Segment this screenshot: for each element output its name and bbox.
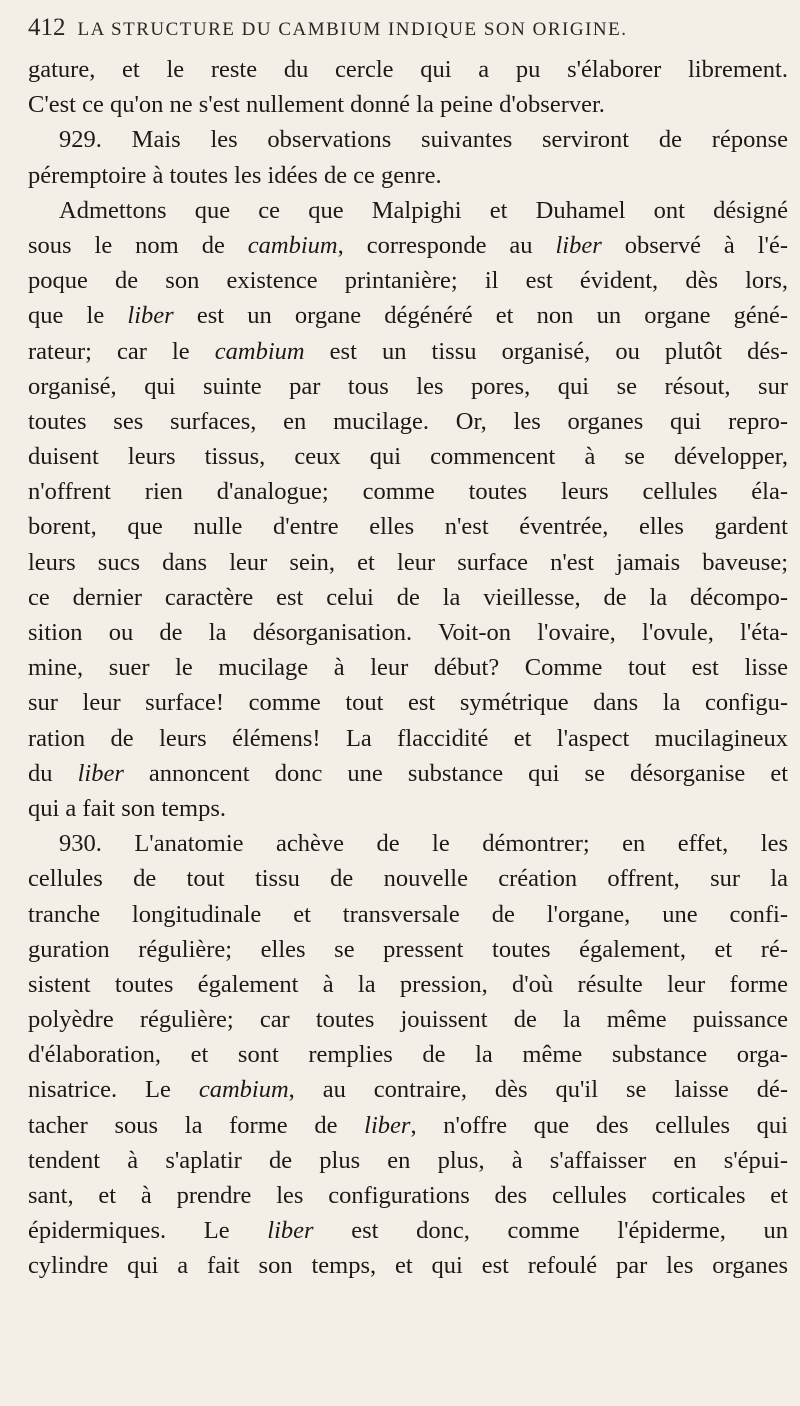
text-line: 930. L'anatomie achève de le démontrer; en effet, les <box>59 830 788 858</box>
text-line: ce dernier caractère est celui de la vieillesse, de la décompo- <box>28 583 788 611</box>
text-line: d'élaboration, et sont remplies de la même substance orga- <box>28 1041 788 1069</box>
text-line: guration régulière; elles se pressent toutes également, et ré- <box>28 935 788 963</box>
text-line: poque de son existence printanière; il est évident, dès lors, <box>28 267 788 295</box>
body-text <box>28 52 788 1284</box>
text-line: sition ou de la désorganisation. Voit-on l'ovaire, l'ovule, l'éta- <box>28 619 788 646</box>
text-line: leurs sucs dans leur sein, et leur surface n'est jamais baveuse; <box>28 548 788 576</box>
text-line: organisé, qui suinte par tous les pores, qui se résout, sur <box>28 372 788 400</box>
text-line: rateur; car le cambium est un tissu organisé, ou plutôt dés- <box>28 337 788 365</box>
text-line: polyèdre régulière; car toutes jouissent de la même puissance <box>28 1006 788 1034</box>
running-head <box>28 14 788 46</box>
text-line: duisent leurs tissus, ceux qui commencent à se développer, <box>28 443 788 471</box>
text-line: n'offrent rien d'analogue; comme toutes leurs cellules éla- <box>28 478 788 506</box>
text-line: épidermiques. Le liber est donc, comme l'épiderme, un <box>28 1217 788 1245</box>
text-line: cellules de tout tissu de nouvelle création offrent, sur la <box>28 865 788 893</box>
text-line: tranche longitudinale et transversale de l'organe, une confi- <box>28 900 788 928</box>
text-line: que le liber est un organe dégénéré et non un organe géné- <box>28 302 789 330</box>
text-line: ration de leurs élémens! La flaccidité et l'aspect mucilagineux <box>28 724 788 752</box>
text-line: du liber annoncent donc une substance qui se désorganise et <box>28 759 788 787</box>
text-line: gature, et le reste du cercle qui a pu s'élaborer librement. <box>28 56 788 83</box>
text-line: qui a fait son temps. <box>28 794 227 822</box>
text-line: tacher sous la forme de liber, n'offre que des cellules qui <box>28 1111 788 1139</box>
text-line: nisatrice. Le cambium, au contraire, dès qu'il se laisse dé- <box>28 1076 788 1104</box>
text-line: mine, suer le mucilage à leur début? Comme tout est lisse <box>28 654 788 682</box>
running-title: LA STRUCTURE DU CAMBIUM INDIQUE SON ORIGINE. <box>77 19 628 40</box>
text-line: C'est ce qu'on ne s'est nullement donné la peine d'observer. <box>28 91 605 119</box>
text-line: 929. Mais les observations suivantes serviront de réponse <box>59 126 788 154</box>
text-line: Admettons que ce que Malpighi et Duhamel ont désigné <box>59 196 788 224</box>
page-number: 412 <box>28 14 66 41</box>
text-line: sistent toutes également à la pression, d'où résulte leur forme <box>28 970 788 998</box>
text-line: tendent à s'aplatir de plus en plus, à s'affaisser en s'épui- <box>28 1146 788 1174</box>
text-line: borent, que nulle d'entre elles n'est éventrée, elles gardent <box>28 513 788 541</box>
text-line: toutes ses surfaces, en mucilage. Or, les organes qui repro- <box>28 407 788 435</box>
text-line: sur leur surface! comme tout est symétrique dans la configu- <box>28 689 788 717</box>
text-line: péremptoire à toutes les idées de ce genre. <box>28 161 442 189</box>
text-line: sous le nom de cambium, corresponde au liber observé à l'é- <box>28 231 788 259</box>
text-line: sant, et à prendre les configurations des cellules corticales et <box>28 1182 788 1209</box>
text-line: cylindre qui a fait son temps, et qui est refoulé par les organes <box>28 1252 788 1280</box>
book-page <box>28 14 788 1284</box>
